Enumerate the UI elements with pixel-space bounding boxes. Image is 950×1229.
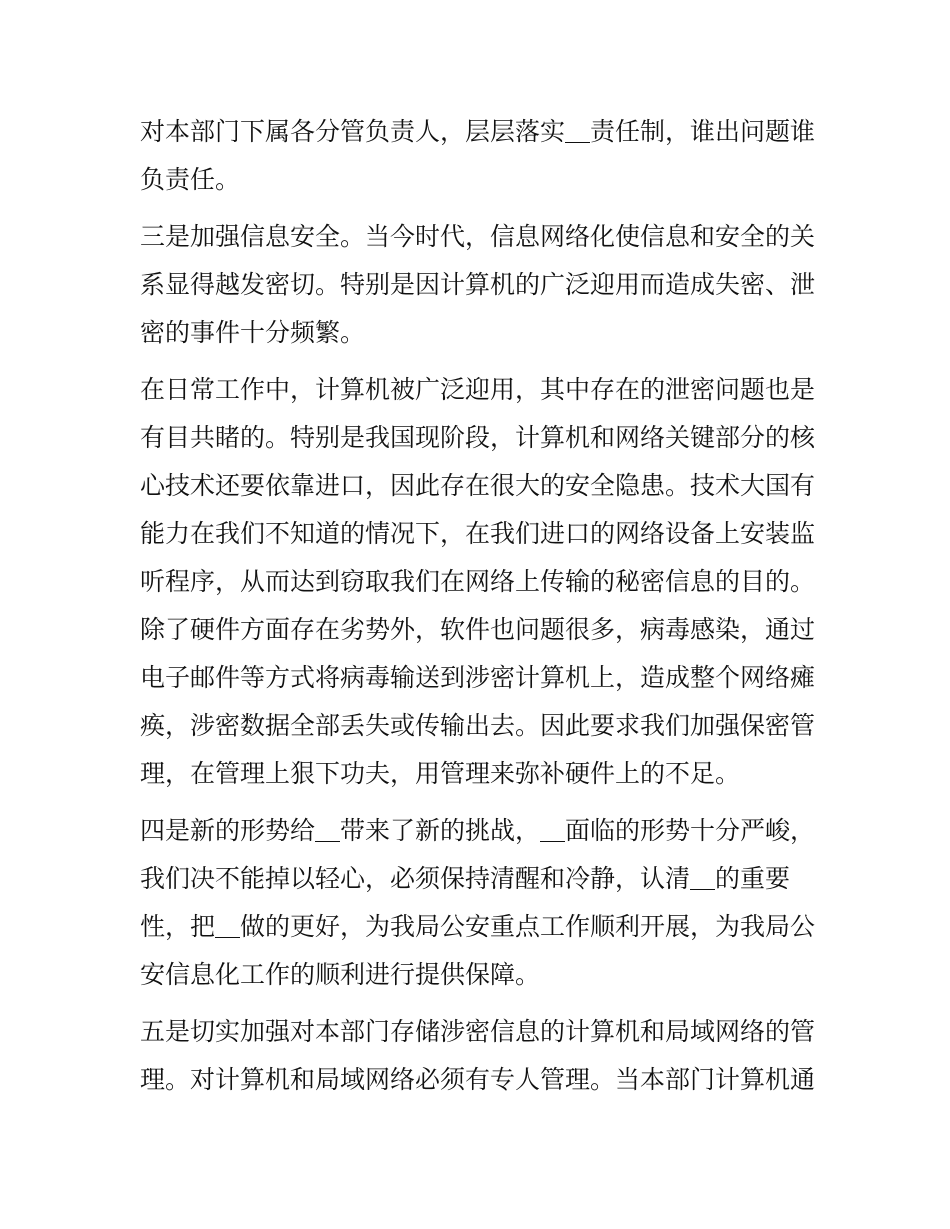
- text-line: 安信息化工作的顺利进行提供保障。: [140, 960, 541, 989]
- text-line: 除了硬件方面存在劣势外，软件也问题很多，病毒感染，通过: [140, 615, 816, 644]
- text-line: 负责任。: [140, 165, 241, 194]
- paragraph: [140, 108, 820, 204]
- text-line: 三是加强信息安全。当今时代，信息网络化使信息和安全的关: [140, 222, 816, 251]
- text-line: 系显得越发密切。特别是因计算机的广泛迎用而造成失密、泄: [140, 270, 816, 299]
- text-line: 痪，涉密数据全部丢失或传输出去。因此要求我们加强保密管: [140, 711, 816, 740]
- text-line: 理。对计算机和局域网络必须有专人管理。当本部门计算机通: [140, 1065, 816, 1094]
- text-line: 四是新的形势给＿带来了新的挑战，＿面临的形势十分严峻，: [140, 816, 816, 845]
- text-line: 心技术还要依靠进口，因此存在很大的安全隐患。技术大国有: [140, 471, 816, 500]
- text-line: 五是切实加强对本部门存储涉密信息的计算机和局域网络的管: [140, 1017, 816, 1046]
- text-line: 我们决不能掉以轻心，必须保持清醒和冷静，认清＿的重要: [140, 864, 791, 893]
- text-line: 在日常工作中，计算机被广泛迎用，其中存在的泄密问题也是: [140, 375, 816, 404]
- paragraph: [140, 213, 820, 357]
- text-line: 听程序，从而达到窃取我们在网络上传输的秘密信息的目的。: [140, 567, 816, 596]
- text-line: 电子邮件等方式将病毒输送到涉密计算机上，造成整个网络瘫: [140, 663, 816, 692]
- text-line: 性，把＿做的更好，为我局公安重点工作顺利开展，为我局公: [140, 912, 816, 941]
- text-line: 对本部门下属各分管负责人，层层落实＿责任制，谁出问题谁: [140, 117, 816, 146]
- paragraph-gap: [140, 204, 820, 213]
- paragraph: [140, 366, 820, 798]
- paragraph: [140, 807, 820, 999]
- text-line: 有目共睹的。特别是我国现阶段，计算机和网络关键部分的核: [140, 423, 816, 452]
- text-line: 密的事件十分频繁。: [140, 318, 366, 347]
- paragraph-gap: [140, 999, 820, 1008]
- text-line: 能力在我们不知道的情况下，在我们进口的网络设备上安装监: [140, 519, 816, 548]
- paragraph-gap: [140, 357, 820, 366]
- text-line: 理，在管理上狠下功夫，用管理来弥补硬件上的不足。: [140, 759, 741, 788]
- paragraph-gap: [140, 798, 820, 807]
- paragraph: [140, 1008, 820, 1104]
- document-body: [140, 108, 820, 1104]
